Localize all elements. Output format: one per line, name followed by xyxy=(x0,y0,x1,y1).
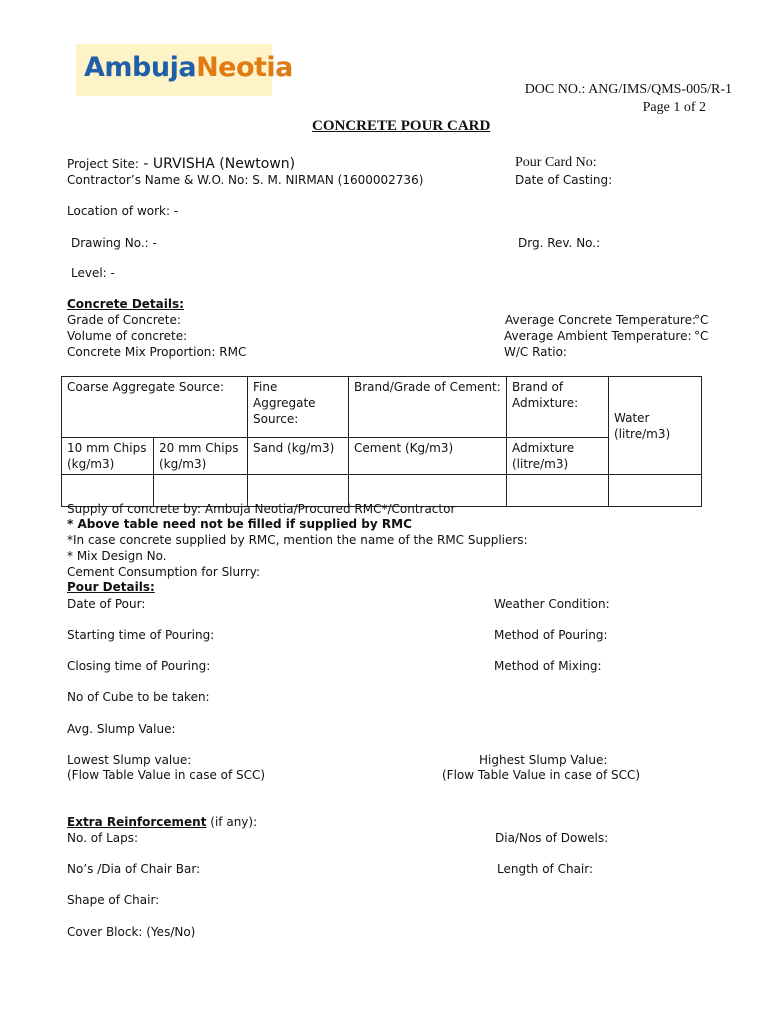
location-of-work: Location of work: - xyxy=(67,204,179,218)
rmc-note: * Above table need not be filled if supplied by RMC xyxy=(67,517,412,531)
cement-brand-cell: Brand/Grade of Cement: xyxy=(349,377,507,438)
cubes-to-take: No of Cube to be taken: xyxy=(67,690,210,704)
coarse-aggregate-cell: Coarse Aggregate Source: xyxy=(62,377,248,438)
supply-line: Supply of concrete by: Ambuja Neotia/Procured RMC*/Contractor xyxy=(67,502,456,516)
wc-ratio: W/C Ratio: xyxy=(504,345,567,359)
drg-rev-no: Drg. Rev. No.: xyxy=(518,236,601,250)
extra-reinforcement-suffix: (if any): xyxy=(206,815,258,829)
level: Level: - xyxy=(71,266,115,280)
date-of-pour: Date of Pour: xyxy=(67,597,146,611)
admixture-brand-cell: Brand of Admixture: xyxy=(507,377,609,438)
doc-number: DOC NO.: ANG/IMS/QMS-005/R-1 xyxy=(524,82,732,97)
rmc-suppliers-note: *In case concrete supplied by RMC, mention the name of the RMC Suppliers: xyxy=(67,533,528,547)
volume-of-concrete: Volume of concrete: xyxy=(67,329,188,343)
concrete-details-heading: Concrete Details: xyxy=(67,297,184,311)
mix-design-no: * Mix Design No. xyxy=(67,549,167,563)
admixture-value[interactable] xyxy=(507,475,609,507)
avg-slump: Avg. Slump Value: xyxy=(67,722,176,736)
project-site-label: Project Site: xyxy=(67,157,139,171)
table-row xyxy=(62,438,702,475)
closing-time: Closing time of Pouring: xyxy=(67,659,211,673)
cover-block: Cover Block: (Yes/No) xyxy=(67,925,196,939)
extra-reinforcement-heading xyxy=(67,815,257,829)
page-title: CONCRETE POUR CARD xyxy=(312,118,491,134)
cement-slurry: Cement Consumption for Slurry: xyxy=(67,565,261,579)
date-of-casting: Date of Casting: xyxy=(515,173,613,187)
grade-of-concrete: Grade of Concrete: xyxy=(67,313,181,327)
extra-reinforcement-title: Extra Reinforcement xyxy=(67,815,207,829)
logo-word-ambuja: Ambuja xyxy=(84,52,197,83)
cement-cell: Cement (Kg/m3) xyxy=(349,438,507,475)
chair-length: Length of Chair: xyxy=(497,862,594,876)
aggregate-table xyxy=(61,376,702,507)
avg-ambient-temp: Average Ambient Temperature: xyxy=(504,329,692,343)
project-site-value: - URVISHA (Newtown) xyxy=(138,156,296,172)
logo-text xyxy=(84,52,293,83)
lowest-slump: Lowest Slump value: xyxy=(67,753,192,767)
chips-20mm-cell: 20 mm Chips (kg/m3) xyxy=(154,438,248,475)
table-row xyxy=(62,377,702,438)
project-site-row xyxy=(67,156,295,172)
contractor-info: Contractor’s Name & W.O. No: S. M. NIRMAN (1600002736) xyxy=(67,173,424,187)
starting-time: Starting time of Pouring: xyxy=(67,628,215,642)
lowest-slump-note: (Flow Table Value in case of SCC) xyxy=(67,768,266,782)
highest-slump-note: (Flow Table Value in case of SCC) xyxy=(442,768,641,782)
avg-concrete-temp: Average Concrete Temperature: xyxy=(505,313,697,327)
weather-condition: Weather Condition: xyxy=(494,597,610,611)
page-number: Page 1 of 2 xyxy=(642,100,706,115)
fine-aggregate-cell: Fine Aggregate Source: xyxy=(248,377,349,438)
chips-10mm-cell: 10 mm Chips (kg/m3) xyxy=(62,438,154,475)
sand-cell: Sand (kg/m3) xyxy=(248,438,349,475)
logo-word-neotia: Neotia xyxy=(196,52,293,83)
dowels: Dia/Nos of Dowels: xyxy=(495,831,609,845)
method-of-pouring: Method of Pouring: xyxy=(494,628,608,642)
drawing-no: Drawing No.: - xyxy=(71,236,157,250)
celsius-unit: °C xyxy=(694,329,709,343)
admixture-cell: Admixture (litre/m3) xyxy=(507,438,609,475)
company-logo xyxy=(76,44,293,96)
pour-card-no: Pour Card No: xyxy=(515,155,597,170)
pour-details-heading: Pour Details: xyxy=(67,580,155,594)
mix-proportion: Concrete Mix Proportion: RMC xyxy=(67,345,247,359)
highest-slump: Highest Slump Value: xyxy=(479,753,608,767)
no-of-laps: No. of Laps: xyxy=(67,831,139,845)
chair-shape: Shape of Chair: xyxy=(67,893,160,907)
chair-bar: No’s /Dia of Chair Bar: xyxy=(67,862,201,876)
celsius-unit: °C xyxy=(694,313,709,327)
water-value[interactable] xyxy=(609,475,702,507)
water-cell: Water (litre/m3) xyxy=(609,377,702,475)
method-of-mixing: Method of Mixing: xyxy=(494,659,602,673)
